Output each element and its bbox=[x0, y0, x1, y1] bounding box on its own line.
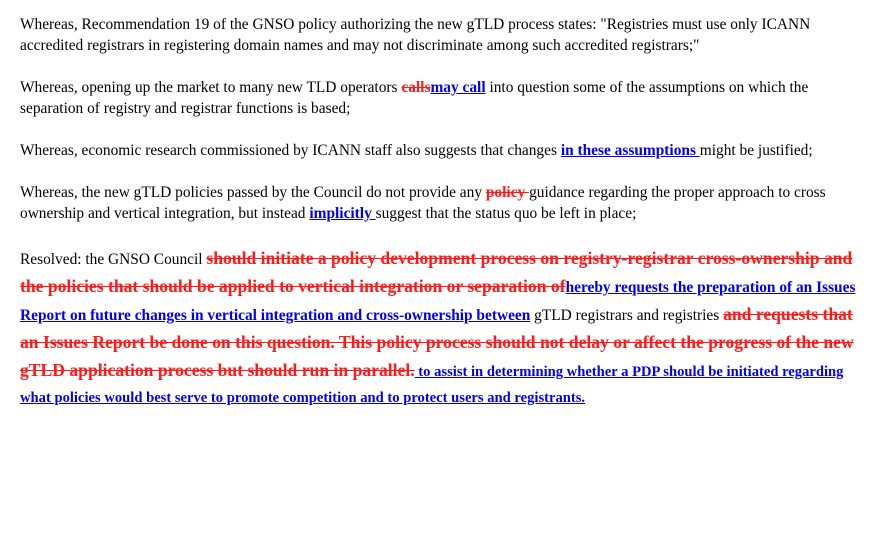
whereas-economic-research bbox=[20, 140, 856, 161]
paragraph-text: Resolved: the GNSO Council bbox=[20, 251, 207, 268]
paragraph-text: might be justified; bbox=[699, 142, 813, 159]
deleted-text: should initiate a policy development process on registry-registrar cross-ownership and the policies that should be applied to vertical integration or separation of bbox=[20, 248, 853, 296]
paragraph-text: Whereas, the new gTLD policies passed by the Council do not provide any bbox=[20, 184, 486, 201]
paragraph-text: guidance regarding the proper approach to cross ownership and vertical integration, but instead bbox=[20, 184, 826, 222]
paragraph-text: Whereas, economic research commissioned by ICANN staff also suggests that changes bbox=[20, 142, 561, 159]
paragraph-text: into question some of the assumptions on which the separation of registry and registrar functions is based; bbox=[20, 79, 809, 117]
inserted-text: to assist in determining whether a PDP should be initiated regarding what policies would best serve to promote competition and to protect users and registrants. bbox=[20, 364, 844, 406]
inserted-text: in these assumptions bbox=[560, 142, 700, 159]
whereas-opening-market bbox=[20, 77, 856, 119]
deleted-text: calls bbox=[401, 79, 431, 96]
paragraph-text: suggest that the status quo be left in place; bbox=[375, 205, 637, 222]
paragraph-text: Whereas, opening up the market to many new TLD operators bbox=[20, 79, 402, 96]
paragraph-text: gTLD registrars and registries bbox=[530, 307, 724, 324]
inserted-text: implicitly bbox=[309, 205, 376, 222]
inserted-text: may call bbox=[430, 79, 486, 96]
whereas-recommendation-19 bbox=[20, 14, 856, 56]
deleted-text: policy bbox=[485, 184, 530, 201]
document-body bbox=[20, 14, 856, 432]
resolved-clause bbox=[20, 245, 856, 411]
whereas-new-gtld-policies bbox=[20, 182, 856, 224]
deleted-text: and requests that an Issues Report be done on this question. This policy process should not delay or affect the progress of the new gTLD application process but should run in parallel. bbox=[20, 304, 854, 380]
paragraph-text: Whereas, Recommendation 19 of the GNSO policy authorizing the new gTLD process states: "Registries must use only ICANN accredited registrars in registering domain names and may not discriminate among such accredited registrars;" bbox=[20, 16, 811, 54]
inserted-text: hereby requests the preparation of an Issues Report on future changes in vertical integration and cross-ownership between bbox=[20, 279, 856, 324]
